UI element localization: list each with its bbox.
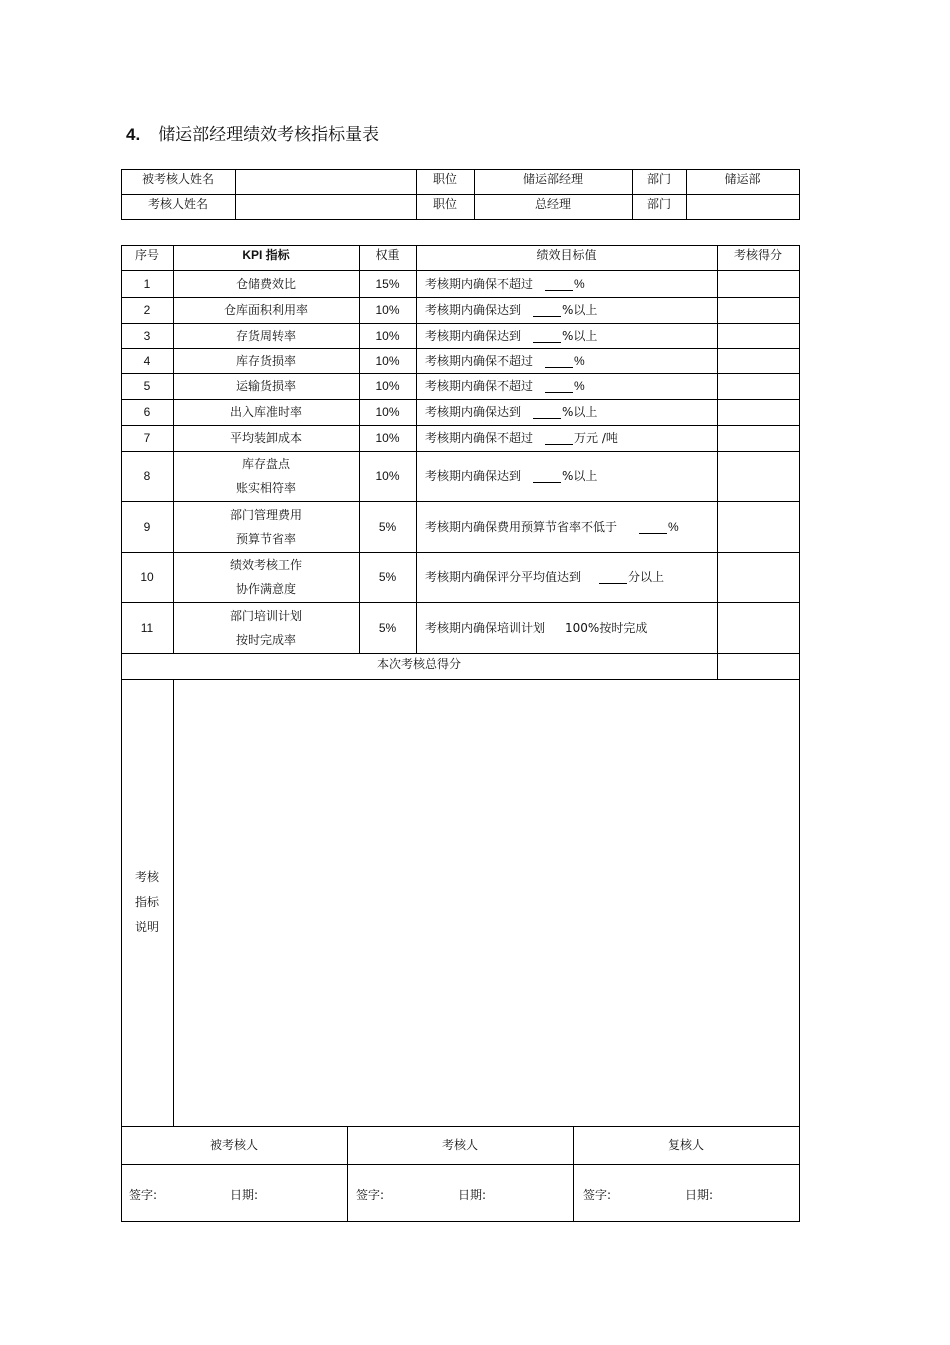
- kpi-weight: 10%: [375, 353, 400, 368]
- kpi-target: [416, 297, 717, 323]
- appraiser-position-label: 职位: [432, 196, 457, 211]
- target-suffix: %以上: [562, 328, 598, 343]
- target-blank[interactable]: [533, 405, 561, 419]
- target-suffix: %以上: [562, 469, 598, 483]
- kpi-name: 出入库准时率: [229, 405, 302, 419]
- target-blank[interactable]: [599, 570, 627, 584]
- kpi-name: [173, 552, 359, 602]
- target-text: 考核期内确保培训计划: [425, 620, 546, 635]
- kpi-name: 存货周转率: [235, 328, 296, 343]
- date-label[interactable]: 日期:: [685, 1188, 714, 1202]
- kpi-name: [173, 602, 359, 653]
- col-header-weight: 权重: [375, 247, 400, 262]
- sign-label[interactable]: 签字:: [583, 1188, 612, 1202]
- target-text: 考核期内确保不超过: [425, 353, 534, 368]
- kpi-target: [416, 270, 717, 297]
- target-blank[interactable]: [533, 329, 561, 343]
- kpi-name: 仓库面积利用率: [223, 303, 308, 317]
- target-text: 考核期内确保评分平均值达到: [425, 570, 582, 584]
- page-title: [126, 120, 379, 145]
- kpi-target: [416, 323, 717, 348]
- sign-label[interactable]: 签字:: [356, 1188, 385, 1202]
- appraisee-name-label: 被考核人姓名: [141, 171, 214, 186]
- score-cell[interactable]: [717, 602, 799, 653]
- row-no: 9: [143, 519, 151, 534]
- kpi-name-line1: 绩效考核工作: [229, 558, 302, 572]
- kpi-name-line2: 按时完成率: [235, 632, 296, 647]
- score-cell[interactable]: [717, 297, 799, 323]
- notes-label-line2: 指标: [134, 895, 159, 909]
- target-text: 考核期内确保达到: [425, 405, 522, 419]
- kpi-name-line2: 协作满意度: [235, 582, 296, 596]
- appraiser-name-label: 考核人姓名: [147, 196, 208, 211]
- target-suffix: %: [574, 353, 585, 368]
- target-blank[interactable]: [533, 303, 561, 317]
- title-number: 4.: [126, 125, 141, 144]
- col-header-no: 序号: [134, 247, 159, 262]
- target-text: 考核期内确保达到: [425, 328, 522, 343]
- kpi-name-line1: 部门管理费用: [229, 507, 302, 522]
- signature-role-appraiser: 考核人: [441, 1138, 478, 1152]
- appraiser-dept-label: 部门: [646, 196, 671, 211]
- kpi-weight: 10%: [375, 379, 400, 393]
- appraisee-dept-label: 部门: [646, 171, 671, 186]
- score-cell[interactable]: [717, 323, 799, 348]
- target-suffix: %: [574, 379, 585, 393]
- kpi-name-line1: 库存盘点: [241, 457, 290, 471]
- kpi-weight: 10%: [375, 303, 400, 317]
- row-no: 4: [143, 353, 151, 368]
- row-no: 10: [140, 570, 154, 584]
- target-text: 考核期内确保费用预算节省率不低于: [425, 519, 618, 534]
- target-suffix: %: [668, 519, 679, 534]
- notes-label: [121, 679, 173, 1126]
- kpi-target: [416, 425, 717, 451]
- target-suffix: 万元 /吨: [574, 431, 618, 445]
- kpi-name: 仓储费效比: [235, 276, 296, 291]
- appraisee-dept-value: 储运部: [724, 171, 761, 186]
- target-suffix: %以上: [562, 303, 598, 317]
- target-suffix: 100%按时完成: [565, 620, 648, 635]
- col-header-score: 考核得分: [733, 247, 782, 262]
- col-header-target: 绩效目标值: [536, 247, 597, 262]
- kpi-name-line2: 账实相符率: [235, 481, 296, 495]
- sign-label[interactable]: 签字:: [129, 1188, 158, 1202]
- score-cell[interactable]: [717, 501, 799, 552]
- target-blank[interactable]: [533, 469, 561, 483]
- kpi-target: [416, 451, 717, 501]
- row-no: 7: [143, 431, 151, 445]
- total-score-field[interactable]: [717, 653, 799, 679]
- kpi-weight: 10%: [375, 431, 400, 445]
- target-blank[interactable]: [545, 431, 573, 445]
- score-cell[interactable]: [717, 451, 799, 501]
- kpi-target: [416, 552, 717, 602]
- target-text: 考核期内确保不超过: [425, 431, 534, 445]
- kpi-weight: 10%: [375, 405, 400, 419]
- kpi-name-line1: 部门培训计划: [229, 608, 302, 623]
- row-no: 5: [143, 379, 151, 393]
- target-blank[interactable]: [545, 277, 573, 291]
- target-text: 考核期内确保不超过: [425, 276, 534, 291]
- score-cell[interactable]: [717, 348, 799, 373]
- date-label[interactable]: 日期:: [230, 1188, 259, 1202]
- target-blank[interactable]: [639, 520, 667, 534]
- kpi-name: [173, 451, 359, 501]
- kpi-weight: 10%: [375, 328, 400, 343]
- title-text: 储运部经理绩效考核指标量表: [158, 125, 380, 145]
- kpi-weight: 5%: [378, 620, 397, 635]
- target-text: 考核期内确保达到: [425, 303, 522, 317]
- notes-label-line3: 说明: [134, 920, 159, 934]
- appraisee-position-value: 储运部经理: [522, 171, 583, 186]
- target-blank[interactable]: [545, 354, 573, 368]
- appraiser-dept-field[interactable]: [686, 191, 799, 216]
- kpi-target: [416, 501, 717, 552]
- score-cell[interactable]: [717, 270, 799, 297]
- target-suffix: %: [574, 276, 585, 291]
- score-cell[interactable]: [717, 425, 799, 451]
- row-no: 8: [143, 469, 151, 483]
- kpi-weight: 5%: [378, 570, 397, 584]
- score-cell[interactable]: [717, 373, 799, 399]
- kpi-name: 平均装卸成本: [229, 431, 302, 445]
- row-no: 6: [143, 405, 151, 419]
- target-text: 考核期内确保不超过: [425, 379, 534, 393]
- notes-label-line1: 考核: [134, 870, 159, 884]
- kpi-target: [416, 373, 717, 399]
- total-score-label: 本次考核总得分: [376, 657, 461, 671]
- target-text: 考核期内确保达到: [425, 469, 522, 483]
- appraisee-position-label: 职位: [432, 171, 457, 186]
- col-header-kpi: KPI 指标: [242, 247, 290, 262]
- target-blank[interactable]: [545, 379, 573, 393]
- kpi-name-line2: 预算节省率: [235, 531, 296, 546]
- score-cell[interactable]: [717, 399, 799, 425]
- signature-role-appraisee: 被考核人: [209, 1138, 258, 1152]
- row-no: 2: [143, 303, 151, 317]
- row-no: 1: [143, 276, 151, 291]
- kpi-target: [416, 348, 717, 373]
- score-cell[interactable]: [717, 552, 799, 602]
- kpi-target: [416, 602, 717, 653]
- kpi-name: 库存货损率: [235, 353, 296, 368]
- target-suffix: %以上: [562, 405, 598, 419]
- appraiser-name-field[interactable]: [235, 191, 416, 216]
- appraiser-position-value: 总经理: [534, 196, 571, 211]
- row-no: 3: [143, 328, 151, 343]
- date-label[interactable]: 日期:: [458, 1188, 487, 1202]
- target-suffix: 分以上: [628, 570, 665, 584]
- kpi-target: [416, 399, 717, 425]
- signature-role-reviewer: 复核人: [667, 1138, 704, 1152]
- kpi-weight: 5%: [378, 519, 397, 534]
- kpi-name: 运输货损率: [235, 379, 296, 393]
- row-no: 11: [140, 620, 154, 635]
- appraisee-name-field[interactable]: [235, 166, 416, 191]
- kpi-name: [173, 501, 359, 552]
- kpi-weight: 10%: [375, 469, 400, 483]
- kpi-weight: 15%: [375, 276, 400, 291]
- notes-field[interactable]: [174, 680, 799, 1126]
